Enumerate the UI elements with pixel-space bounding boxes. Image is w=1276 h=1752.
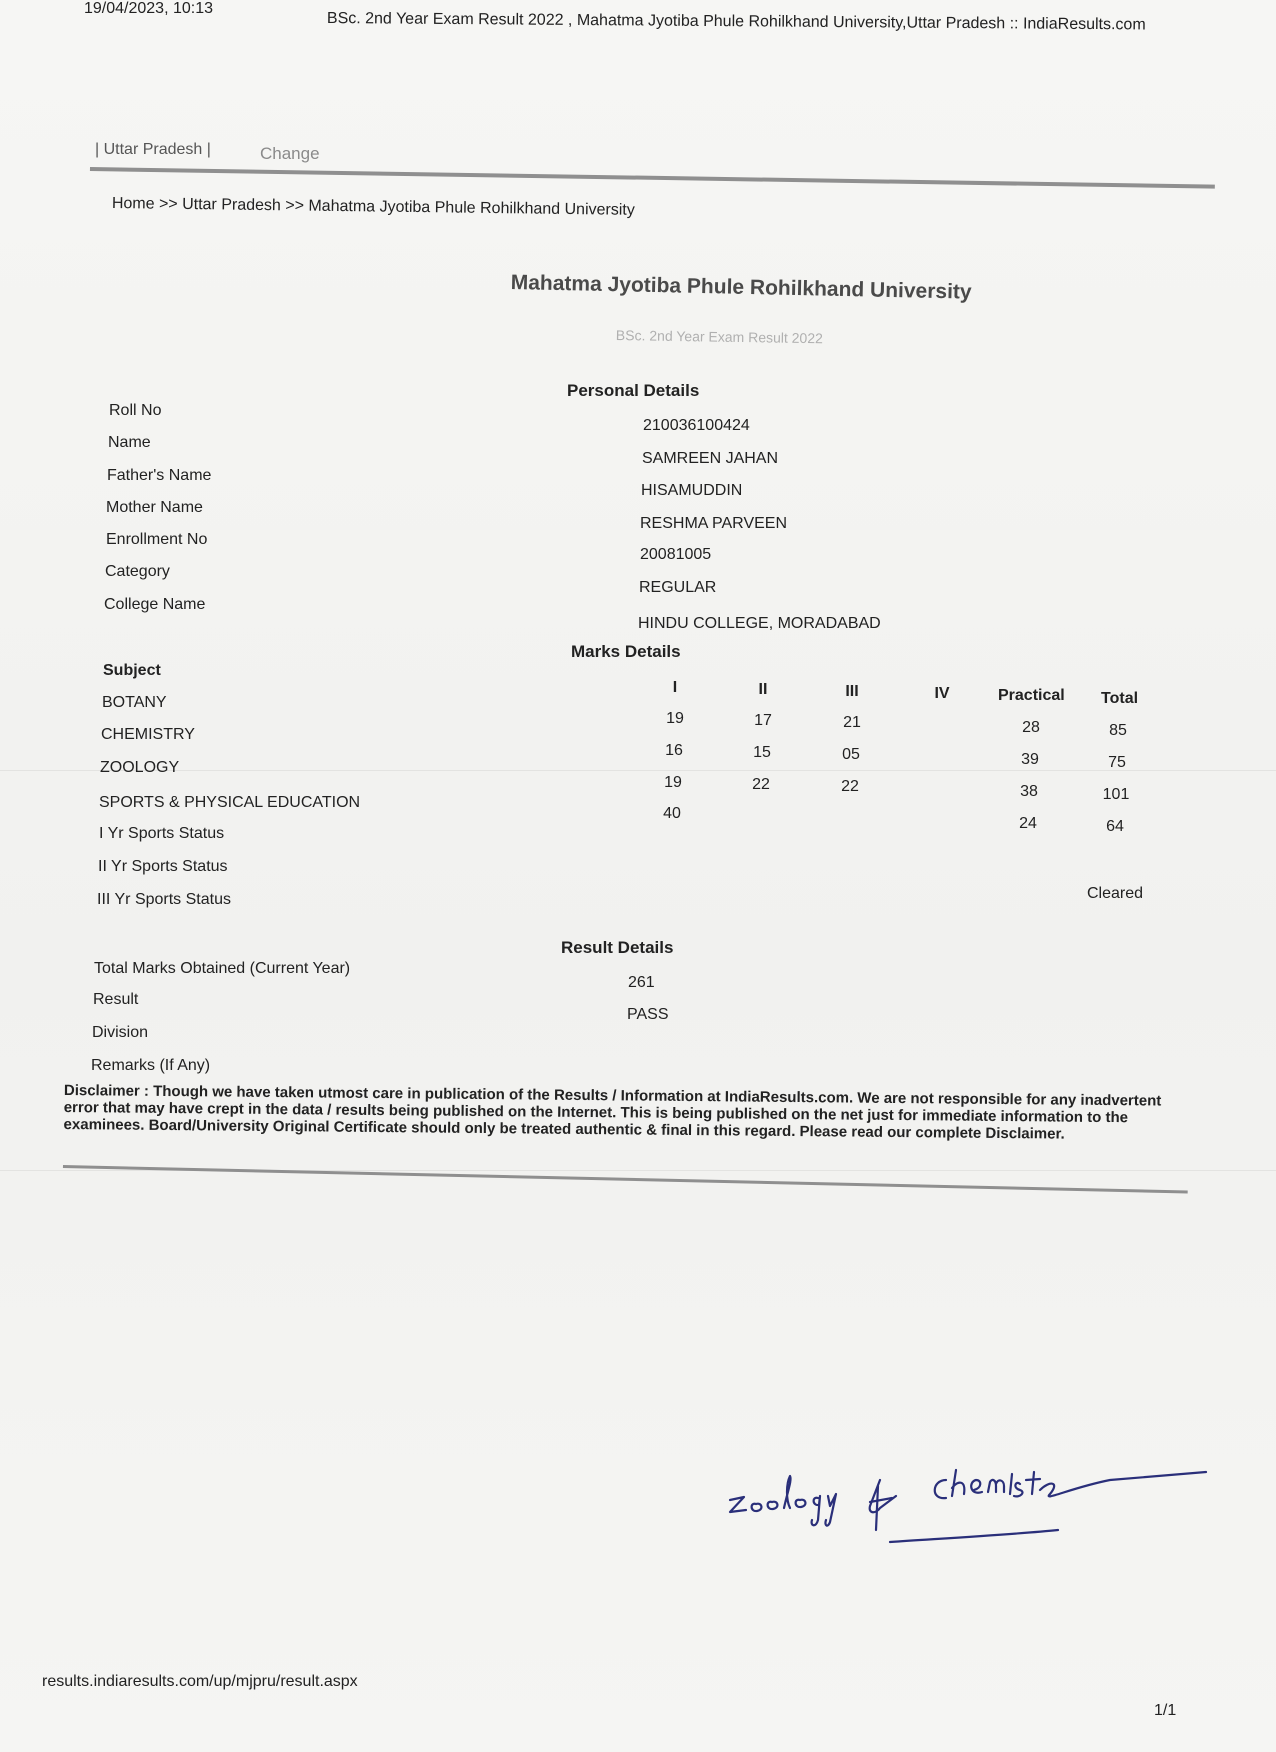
result-value: PASS xyxy=(627,1006,669,1023)
print-page-title: BSc. 2nd Year Exam Result 2022 , Mahatma Jyotiba Phule Rohilkhand University,Uttar Pradesh :: IndiaResults.com xyxy=(326,10,1146,34)
sports-status-label: I Yr Sports Status xyxy=(99,825,225,842)
paper-iii-column-header: III xyxy=(845,683,859,700)
paper-i-column-header: I xyxy=(672,679,678,696)
roll-no-label: Roll No xyxy=(109,402,162,419)
paper-ii-column-header: II xyxy=(758,681,768,698)
division-label: Division xyxy=(92,1024,149,1041)
paper-i-mark: 19 xyxy=(664,774,682,791)
subject-column-header: Subject xyxy=(103,662,161,679)
total-mark: 101 xyxy=(1102,786,1130,803)
subject-name: ZOOLOGY xyxy=(100,759,180,776)
handwritten-note xyxy=(720,1450,1210,1570)
disclaimer-text: Disclaimer : Though we have taken utmost care in publication of the Results / Information at IndiaResults.com. We are not responsible for any inadvertent error that may have crept in the data / results being published on the Internet. This is being published on the net just for immediate information to the examinees. Board/University Original Certificate should only be treated authentic & final in this regard. Please read our complete Disclaimer. xyxy=(63,1082,1162,1143)
total-mark: 75 xyxy=(1108,754,1126,771)
subject-name: CHEMISTRY xyxy=(101,726,195,743)
roll-no-value: 210036100424 xyxy=(643,417,750,434)
marks-details-heading: Marks Details xyxy=(571,642,681,661)
total-mark: 85 xyxy=(1109,722,1127,739)
mother-name-label: Mother Name xyxy=(106,499,203,516)
paper-ii-mark: 22 xyxy=(752,776,770,793)
change-link[interactable]: Change xyxy=(260,144,320,163)
header-rule xyxy=(90,167,1215,189)
practical-mark: 38 xyxy=(1020,783,1038,800)
practical-mark: 39 xyxy=(1021,751,1039,768)
enrollment-no-value: 20081005 xyxy=(640,546,712,563)
college-name-label: College Name xyxy=(104,596,206,613)
category-value: REGULAR xyxy=(639,579,717,596)
paper-i-mark: 40 xyxy=(663,805,681,822)
university-title: Mahatma Jyotiba Phule Rohilkhand University xyxy=(510,271,972,304)
handwritten-note-drawing xyxy=(720,1450,1210,1570)
father-name-label: Father's Name xyxy=(107,467,212,484)
paper-ii-mark: 15 xyxy=(753,744,771,761)
result-label: Result xyxy=(93,991,139,1008)
father-name-value: HISAMUDDIN xyxy=(641,482,743,499)
paper-i-mark: 19 xyxy=(666,710,684,727)
exam-subtitle: BSc. 2nd Year Exam Result 2022 xyxy=(615,327,824,347)
paper-iii-mark: 21 xyxy=(843,714,861,731)
total-column-header: Total xyxy=(1101,690,1139,707)
paper-iii-mark: 05 xyxy=(842,746,860,763)
paper-iv-column-header: IV xyxy=(934,685,950,702)
result-details-heading: Result Details xyxy=(561,938,674,957)
paper-fold xyxy=(0,770,1276,771)
total-marks-label: Total Marks Obtained (Current Year) xyxy=(94,960,351,977)
nav-region: | Uttar Pradesh | xyxy=(95,141,211,158)
footer-url: results.indiaresults.com/up/mjpru/result.aspx xyxy=(42,1673,358,1690)
name-label: Name xyxy=(108,434,151,451)
sports-status-label: III Yr Sports Status xyxy=(97,891,231,908)
practical-mark: 24 xyxy=(1019,815,1037,832)
personal-details-heading: Personal Details xyxy=(567,381,700,400)
subject-name: BOTANY xyxy=(102,694,167,711)
enrollment-no-label: Enrollment No xyxy=(106,531,208,548)
paper-i-mark: 16 xyxy=(665,742,683,759)
paper-ii-mark: 17 xyxy=(754,712,772,729)
print-datetime: 19/04/2023, 10:13 xyxy=(84,0,214,17)
page-number: 1/1 xyxy=(1154,1702,1177,1719)
practical-mark: 28 xyxy=(1022,719,1040,736)
paper-iii-mark: 22 xyxy=(841,778,859,795)
college-name-value: HINDU COLLEGE, MORADABAD xyxy=(638,615,881,632)
subject-name: SPORTS & PHYSICAL EDUCATION xyxy=(99,794,361,811)
sports-status-value: Cleared xyxy=(1087,885,1144,902)
total-marks-value: 261 xyxy=(628,974,655,991)
sports-status-label: II Yr Sports Status xyxy=(98,858,228,875)
practical-column-header: Practical xyxy=(998,687,1065,704)
breadcrumb: Home >> Uttar Pradesh >> Mahatma Jyotiba Phule Rohilkhand University xyxy=(111,195,635,219)
total-mark: 64 xyxy=(1106,818,1124,835)
remarks-label: Remarks (If Any) xyxy=(91,1057,211,1074)
name-value: SAMREEN JAHAN xyxy=(642,450,779,467)
category-label: Category xyxy=(105,563,170,580)
mother-name-value: RESHMA PARVEEN xyxy=(640,515,788,532)
